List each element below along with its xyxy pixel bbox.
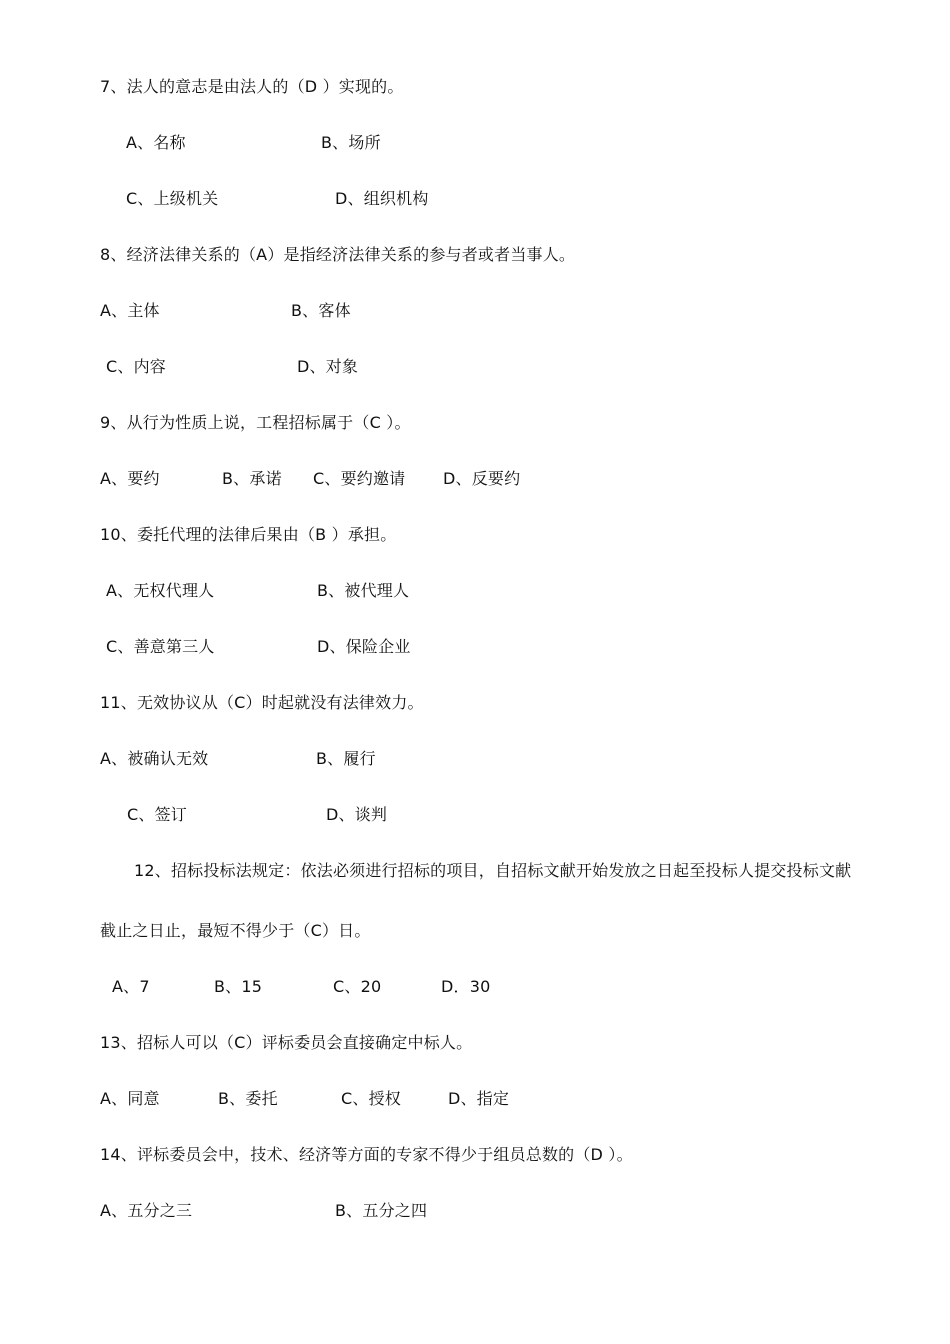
question-8-option-d: D、对象 bbox=[297, 357, 359, 376]
question-13-option-b: B、委托 bbox=[218, 1089, 278, 1108]
question-12-option-d: D．30 bbox=[441, 977, 491, 996]
question-10-option-c: C、善意第三人 bbox=[106, 637, 215, 656]
question-7-stem: 7、法人的意志是由法人的（D ）实现的。 bbox=[100, 77, 404, 96]
question-7-option-a: A、名称 bbox=[126, 133, 186, 152]
question-12-option-a: A、7 bbox=[112, 977, 150, 996]
question-11-option-a: A、被确认无效 bbox=[100, 749, 209, 768]
question-12-stem: 12、招标投标法规定：依法必须进行招标的项目，自招标文献开始发放之日起至投标人提交投标文献 bbox=[134, 861, 852, 880]
question-9-stem: 9、从行为性质上说，工程招标属于（C ）。 bbox=[100, 413, 411, 432]
question-8-option-b: B、客体 bbox=[291, 301, 351, 320]
question-13-option-d: D、指定 bbox=[448, 1089, 510, 1108]
question-11-stem: 11、无效协议从（C）时起就没有法律效力。 bbox=[100, 693, 424, 712]
question-10-option-b: B、被代理人 bbox=[317, 581, 410, 600]
question-14-stem: 14、评标委员会中，技术、经济等方面的专家不得少于组员总数的（D ）。 bbox=[100, 1145, 633, 1164]
question-11-option-b: B、履行 bbox=[316, 749, 376, 768]
question-7-option-c: C、上级机关 bbox=[126, 189, 219, 208]
question-9-option-a: A、要约 bbox=[100, 469, 160, 488]
question-12-stem-continued: 截止之日止，最短不得少于（C）日。 bbox=[100, 921, 371, 940]
question-13-option-c: C、授权 bbox=[341, 1089, 401, 1108]
question-14-option-b: B、五分之四 bbox=[335, 1201, 428, 1220]
question-10-stem: 10、委托代理的法律后果由（B ）承担。 bbox=[100, 525, 397, 544]
question-13-option-a: A、同意 bbox=[100, 1089, 160, 1108]
question-12-option-c: C、20 bbox=[333, 977, 382, 996]
question-9-option-c: C、要约邀请 bbox=[313, 469, 406, 488]
question-10-option-d: D、保险企业 bbox=[317, 637, 411, 656]
question-8-option-c: C、内容 bbox=[106, 357, 166, 376]
question-8-option-a: A、主体 bbox=[100, 301, 160, 320]
question-9-option-b: B、承诺 bbox=[222, 469, 282, 488]
question-10-option-a: A、无权代理人 bbox=[106, 581, 215, 600]
question-11-option-d: D、谈判 bbox=[326, 805, 388, 824]
question-9-option-d: D、反要约 bbox=[443, 469, 521, 488]
question-7-option-b: B、场所 bbox=[321, 133, 381, 152]
question-8-stem: 8、经济法律关系的（A）是指经济法律关系的参与者或者当事人。 bbox=[100, 245, 576, 264]
question-13-stem: 13、招标人可以（C）评标委员会直接确定中标人。 bbox=[100, 1033, 473, 1052]
question-11-option-c: C、签订 bbox=[127, 805, 187, 824]
question-12-option-b: B、15 bbox=[214, 977, 263, 996]
question-7-option-d: D、组织机构 bbox=[335, 189, 429, 208]
question-14-option-a: A、五分之三 bbox=[100, 1201, 193, 1220]
